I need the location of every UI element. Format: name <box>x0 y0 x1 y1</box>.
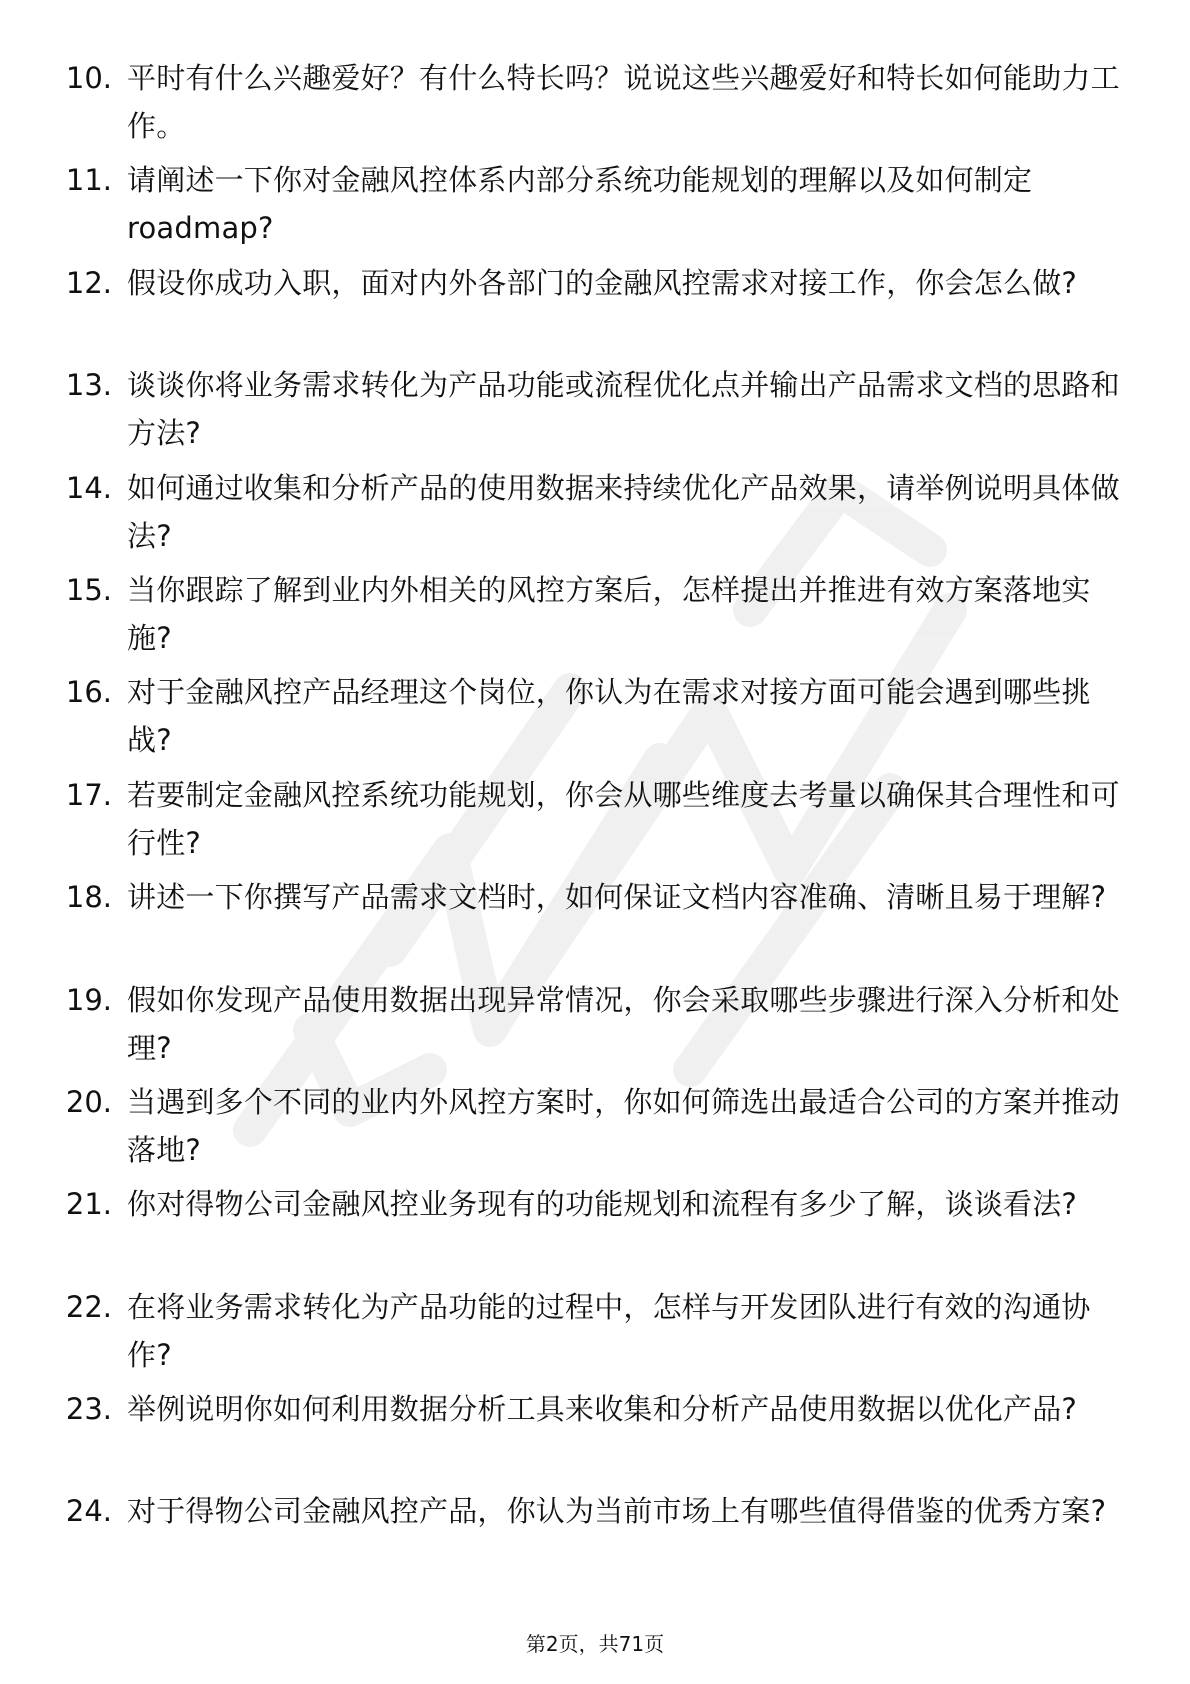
question-number: 11. <box>65 163 112 198</box>
question-text: 假设你成功入职，面对内外各部门的金融风控需求对接工作，你会怎么做? <box>127 265 1077 300</box>
question-number: 24. <box>65 1494 112 1529</box>
question-number: 17. <box>65 777 112 812</box>
question-number: 10. <box>65 61 112 95</box>
question-number: 14. <box>65 470 112 505</box>
question-item <box>0 869 1190 969</box>
question-number: 18. <box>65 880 112 915</box>
question-item <box>0 562 1190 662</box>
question-text: 对于得物公司金融风控产品，你认为当前市场上有哪些值得借鉴的优秀方案? <box>127 1494 1107 1529</box>
question-list <box>0 50 1190 1586</box>
question-number: 23. <box>65 1392 112 1427</box>
question-text: 在将业务需求转化为产品功能的过程中，怎样与开发团队进行有效的沟通协作? <box>127 1289 1091 1372</box>
question-item <box>0 1279 1190 1379</box>
question-number: 12. <box>65 265 112 300</box>
page-footer: 第2页，共71页 <box>525 1632 665 1656</box>
question-text: 若要制定金融风控系统功能规划，你会从哪些维度去考量以确保其合理性和可行性? <box>127 777 1120 860</box>
question-number: 20. <box>65 1084 112 1119</box>
question-number: 19. <box>65 982 112 1017</box>
question-item <box>0 1074 1190 1174</box>
question-item <box>0 767 1190 867</box>
question-text: 举例说明你如何利用数据分析工具来收集和分析产品使用数据以优化产品? <box>127 1392 1077 1427</box>
question-text: 如何通过收集和分析产品的使用数据来持续优化产品效果，请举例说明具体做法? <box>127 470 1120 553</box>
question-item <box>0 152 1190 252</box>
question-item <box>0 460 1190 560</box>
question-item <box>0 1176 1190 1276</box>
question-item <box>0 972 1190 1072</box>
question-number: 21. <box>65 1187 112 1222</box>
question-item <box>0 255 1190 355</box>
question-text: 当遇到多个不同的业内外风控方案时，你如何筛选出最适合公司的方案并推动落地? <box>127 1084 1120 1167</box>
question-item <box>0 664 1190 764</box>
question-text: 对于金融风控产品经理这个岗位，你认为在需求对接方面可能会遇到哪些挑战? <box>127 675 1091 758</box>
question-number: 16. <box>65 675 112 710</box>
question-item <box>0 357 1190 457</box>
question-text: 假如你发现产品使用数据出现异常情况，你会采取哪些步骤进行深入分析和处理? <box>127 982 1120 1065</box>
question-item <box>0 50 1190 150</box>
question-text: 请阐述一下你对金融风控体系内部分系统功能规划的理解以及如何制定roadmap? <box>127 163 1033 246</box>
question-text: 你对得物公司金融风控业务现有的功能规划和流程有多少了解，谈谈看法? <box>127 1187 1077 1222</box>
question-item <box>0 1381 1190 1481</box>
question-number: 13. <box>65 368 112 403</box>
question-item <box>0 1483 1190 1583</box>
question-text: 平时有什么兴趣爱好？有什么特长吗？说说这些兴趣爱好和特长如何能助力工作。 <box>127 61 1120 143</box>
question-text: 讲述一下你撰写产品需求文档时，如何保证文档内容准确、清晰且易于理解? <box>127 880 1107 915</box>
question-text: 谈谈你将业务需求转化为产品功能或流程优化点并输出产品需求文档的思路和方法? <box>127 368 1120 451</box>
question-number: 22. <box>65 1289 112 1324</box>
question-number: 15. <box>65 572 112 607</box>
question-text: 当你跟踪了解到业内外相关的风控方案后，怎样提出并推进有效方案落地实施? <box>127 572 1091 655</box>
